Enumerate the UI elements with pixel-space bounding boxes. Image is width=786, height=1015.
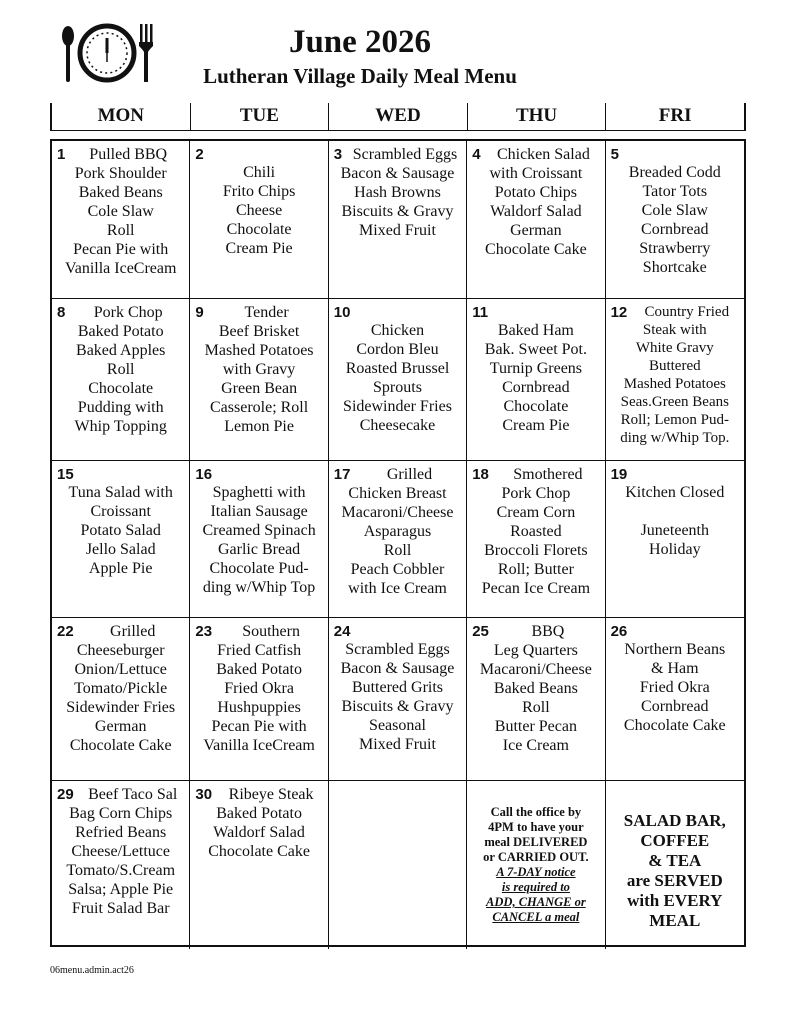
menu-line: Pecan Pie with	[73, 241, 169, 258]
menu-line: Holiday	[649, 541, 701, 558]
menu-line: Mixed Fruit	[359, 736, 436, 753]
menu-items	[333, 465, 462, 598]
day-cell-4	[467, 141, 605, 299]
menu-line: Juneteenth	[640, 522, 709, 539]
menu-line: Chocolate Pud-	[209, 560, 309, 577]
day-number: 2	[195, 146, 204, 163]
menu-line: Southern	[242, 623, 300, 640]
menu-line: Shortcake	[642, 259, 707, 276]
menu-line: Scrambled Eggs	[345, 641, 450, 658]
menu-line: Cheese	[235, 202, 283, 219]
menu-line: Call the office by	[490, 805, 582, 819]
menu-line: & Ham	[651, 660, 699, 677]
day-cell-1	[52, 141, 190, 299]
menu-line: Strawberry	[639, 240, 711, 257]
day-number: 8	[57, 304, 66, 321]
menu-line: Potato Chips	[494, 184, 577, 201]
menu-items	[194, 622, 323, 755]
menu-line: Sidewinder Fries	[343, 398, 452, 415]
menu-line: Broccoli Florets	[484, 542, 588, 559]
salad-bar-note	[610, 785, 740, 931]
menu-line: Macaroni/Cheese	[479, 661, 592, 678]
menu-line: Beef Brisket	[218, 323, 300, 340]
menu-line: with EVERY	[627, 891, 723, 910]
menu-line: Kitchen Closed	[625, 484, 725, 501]
day-cell-25	[467, 618, 605, 781]
menu-line: Cheese/Lettuce	[71, 843, 170, 860]
menu-items	[471, 465, 600, 598]
menu-line: Buttered Grits	[351, 679, 444, 696]
menu-line: Cornbread	[502, 379, 570, 396]
menu-line: Baked Apples	[76, 342, 166, 359]
menu-line: Cream Pie	[502, 417, 570, 434]
day-number: 24	[333, 623, 351, 640]
menu-line: Turnip Greens	[489, 360, 583, 377]
menu-line: Asparagus	[363, 523, 432, 540]
day-number: 10	[333, 304, 351, 321]
notice-line: ADD, CHANGE or	[486, 895, 586, 909]
menu-line: Tomato/Pickle	[74, 680, 168, 697]
menu-line: Bacon & Sausage	[340, 660, 455, 677]
notice-line: is required to	[501, 880, 570, 894]
menu-line: Chicken	[370, 322, 425, 339]
menu-items	[610, 622, 740, 735]
menu-line: Onion/Lettuce	[74, 661, 167, 678]
menu-line: German	[510, 222, 562, 239]
day-cell-26	[606, 618, 744, 781]
menu-line	[610, 502, 740, 521]
menu-line: Biscuits & Gravy	[341, 203, 454, 220]
menu-items	[471, 145, 600, 259]
menu-line: Chili	[243, 164, 276, 181]
day-number: 23	[195, 623, 213, 640]
menu-line: Creamed Spinach	[202, 522, 316, 539]
menu-line: Spaghetti with	[212, 484, 306, 501]
day-number: 12	[610, 304, 628, 321]
menu-line: & TEA	[648, 851, 702, 870]
menu-line: Seasonal	[369, 717, 426, 734]
page-title: June 2026	[288, 24, 432, 60]
menu-line: Pudding with	[77, 399, 164, 416]
menu-line: Pork Chop	[93, 304, 163, 321]
menu-line: SALAD BAR,	[623, 811, 726, 830]
menu-line: Seas.Green Beans	[620, 394, 729, 410]
utensils-clock-logo-icon	[58, 20, 162, 86]
menu-items	[610, 465, 740, 559]
day-number: 25	[472, 623, 489, 640]
weekday-wed: WED	[329, 103, 468, 130]
menu-line: Chicken Breast	[348, 485, 447, 502]
day-cell-9	[190, 299, 328, 461]
day-number: 19	[610, 466, 628, 483]
menu-line: Croissant	[90, 503, 151, 520]
menu-line: Fruit Salad Bar	[71, 900, 170, 917]
menu-line: Roll; Butter	[497, 561, 574, 578]
menu-line: Garlic Bread	[218, 541, 301, 558]
menu-line: Northern Beans	[624, 641, 726, 658]
menu-line: Sprouts	[373, 379, 422, 396]
menu-line: Tuna Salad with	[68, 484, 173, 501]
menu-line: Bacon & Sausage	[340, 165, 455, 182]
day-cell-10	[329, 299, 467, 461]
menu-line: Waldorf Salad	[213, 824, 305, 841]
menu-line: Roll	[522, 699, 550, 716]
info-cell	[606, 781, 744, 949]
menu-line: Country Fried	[644, 304, 730, 320]
menu-line: Leg Quarters	[493, 642, 578, 659]
menu-line: BBQ	[531, 623, 565, 640]
menu-line: Roasted Brussel	[345, 360, 450, 377]
menu-items	[194, 303, 323, 436]
delivery-note	[471, 785, 600, 925]
menu-line: Mashed Potatoes	[623, 376, 726, 392]
menu-line: Apple Pie	[88, 560, 153, 577]
menu-line: Baked Potato	[216, 661, 302, 678]
menu-line: or CARRIED OUT.	[483, 850, 589, 864]
menu-line: Fried Catfish	[217, 642, 302, 659]
menu-line: Waldorf Salad	[490, 203, 582, 220]
menu-line: Cordon Bleu	[356, 341, 439, 358]
menu-line: Whip Topping	[74, 418, 167, 435]
day-number: 5	[610, 146, 619, 163]
menu-items	[471, 303, 600, 435]
menu-items	[56, 785, 185, 918]
menu-line: Cole Slaw	[641, 202, 708, 219]
menu-line: Chocolate Cake	[208, 843, 310, 860]
menu-line: Biscuits & Gravy	[341, 698, 454, 715]
menu-line: Vanilla IceCream	[203, 737, 315, 754]
menu-line: White Gravy	[635, 340, 714, 356]
menu-line: Baked Potato	[77, 323, 164, 340]
menu-line: Hash Browns	[354, 184, 441, 201]
menu-line: Tator Tots	[642, 183, 708, 200]
day-number: 22	[57, 623, 74, 640]
menu-line: Cole Slaw	[87, 203, 154, 220]
menu-line: Fried Okra	[224, 680, 294, 697]
menu-line: Salsa; Apple Pie	[68, 881, 174, 898]
day-number: 16	[195, 466, 213, 483]
menu-line: with Gravy	[222, 361, 296, 378]
day-number: 11	[472, 304, 489, 321]
day-cell-8	[52, 299, 190, 461]
menu-line: Cornbread	[641, 221, 709, 238]
menu-line: Chocolate	[503, 398, 569, 415]
menu-line: Grilled	[386, 466, 433, 483]
menu-line: meal DELIVERED	[484, 835, 588, 849]
weekday-thu: THU	[468, 103, 607, 130]
day-number: 15	[57, 466, 74, 483]
menu-line: Ice Cream	[502, 737, 569, 754]
menu-line: Chocolate Cake	[623, 717, 726, 734]
day-cell-18	[467, 461, 605, 618]
menu-line: Refried Beans	[75, 824, 167, 841]
weekday-fri: FRI	[658, 105, 692, 126]
menu-line: Beef Taco Sal	[88, 786, 178, 803]
day-cell-12	[606, 299, 744, 461]
menu-line: Chicken Salad	[496, 146, 590, 163]
menu-line: Italian Sausage	[210, 503, 308, 520]
menu-items	[194, 465, 323, 597]
day-number: 9	[195, 304, 204, 321]
menu-line: Peach Cobbler	[350, 561, 445, 578]
day-cell-2	[190, 141, 328, 299]
day-cell-23	[190, 618, 328, 781]
menu-line: MEAL	[649, 911, 701, 930]
weekday-tue: TUE	[191, 103, 330, 130]
day-cell-16	[190, 461, 328, 618]
menu-line: Vanilla IceCream	[64, 260, 177, 277]
menu-line: Cheesecake	[359, 417, 436, 434]
menu-line: Steak with	[642, 322, 707, 338]
page-subtitle: Lutheran Village Daily Meal Menu	[203, 64, 517, 88]
menu-line: Bak. Sweet Pot.	[484, 341, 587, 358]
menu-line: 4PM to have your	[488, 820, 584, 834]
footer-code: 06menu.admin.act26	[50, 965, 134, 976]
menu-line: Breaded Codd	[628, 164, 721, 181]
menu-items	[56, 465, 185, 578]
weekday-mon: MON	[52, 103, 191, 130]
menu-line: Butter Pecan	[494, 718, 577, 735]
menu-line: Chocolate	[88, 380, 154, 397]
day-number: 29	[57, 786, 74, 803]
day-number: 3	[333, 146, 343, 163]
menu-line: Roll	[383, 542, 412, 559]
menu-line: Scrambled Eggs	[352, 146, 458, 163]
menu-line: Chocolate	[226, 221, 292, 238]
menu-line: Green Bean	[221, 380, 298, 397]
day-cell-22	[52, 618, 190, 781]
menu-line: Cornbread	[641, 698, 709, 715]
menu-line: Potato Salad	[80, 522, 161, 539]
day-number: 4	[472, 146, 481, 163]
menu-line: Lemon Pie	[224, 418, 294, 435]
menu-line: Roasted	[510, 523, 562, 540]
menu-line: are SERVED	[626, 871, 723, 890]
menu-line: Ribeye Steak	[228, 786, 314, 803]
day-number: 26	[610, 623, 628, 640]
menu-line: Roll; Lemon Pud-	[620, 412, 729, 428]
menu-line: Pork Shoulder	[74, 165, 167, 182]
menu-line: German	[94, 718, 147, 735]
day-number: 30	[195, 786, 213, 803]
menu-items	[56, 622, 185, 755]
menu-line: Macaroni/Cheese	[341, 504, 454, 521]
menu-line: Buttered	[648, 358, 701, 374]
menu-line: with Croissant	[489, 165, 583, 182]
weekday-header	[50, 103, 746, 131]
menu-line: Bag Corn Chips	[69, 805, 173, 822]
menu-line: Baked Beans	[493, 680, 578, 697]
menu-line: Casserole; Roll	[209, 399, 309, 416]
menu-items	[610, 303, 740, 447]
menu-line: Roll	[106, 222, 135, 239]
day-cell-24	[329, 618, 467, 781]
menu-items	[610, 145, 740, 277]
day-cell-19	[606, 461, 744, 618]
notice-line: CANCEL a meal	[492, 910, 580, 924]
menu-line: Pork Chop	[501, 485, 571, 502]
day-number: 18	[472, 466, 489, 483]
menu-items	[56, 303, 185, 436]
day-number: 1	[57, 146, 66, 163]
menu-items	[471, 622, 600, 755]
info-cell	[329, 781, 467, 949]
menu-line: Frito Chips	[222, 183, 296, 200]
menu-line: Pulled BBQ	[89, 146, 168, 163]
day-cell-3	[329, 141, 467, 299]
menu-line: Hushpuppies	[217, 699, 301, 716]
menu-line: Smothered	[513, 466, 583, 483]
menu-line: Roll	[106, 361, 135, 378]
menu-items	[194, 145, 323, 258]
menu-items	[333, 145, 462, 240]
day-cell-17	[329, 461, 467, 618]
day-number: 17	[333, 466, 351, 483]
menu-line: ding w/Whip Top	[202, 579, 316, 596]
notice-line: A 7-DAY notice	[496, 865, 576, 879]
menu-line: Mixed Fruit	[359, 222, 436, 239]
menu-items	[333, 622, 462, 754]
menu-line: Baked Potato	[216, 805, 302, 822]
menu-line: Sidewinder Fries	[66, 699, 176, 716]
day-cell-30	[190, 781, 328, 949]
menu-line: Baked Ham	[497, 322, 574, 339]
menu-line: Cheeseburger	[76, 642, 165, 659]
menu-line: Tender	[244, 304, 289, 321]
menu-line: Jello Salad	[85, 541, 156, 558]
menu-line: Pecan Ice Cream	[481, 580, 591, 597]
menu-line: ding w/Whip Top.	[620, 430, 730, 446]
menu-line: Cream Corn	[496, 504, 576, 521]
day-cell-5	[606, 141, 744, 299]
menu-line: Cream Pie	[225, 240, 293, 257]
menu-items	[56, 145, 185, 278]
day-cell-29	[52, 781, 190, 949]
menu-line: Fried Okra	[639, 679, 710, 696]
menu-calendar-grid	[50, 139, 746, 947]
day-cell-11	[467, 299, 605, 461]
menu-line: Chocolate Cake	[485, 241, 587, 258]
info-cell	[467, 781, 605, 949]
menu-line: Chocolate Cake	[69, 737, 172, 754]
menu-items	[333, 785, 462, 803]
menu-line: Pecan Pie with	[211, 718, 307, 735]
menu-line: Baked Beans	[78, 184, 163, 201]
day-cell-15	[52, 461, 190, 618]
menu-line: Tomato/S.Cream	[66, 862, 176, 879]
menu-items	[194, 785, 323, 861]
menu-line: with Ice Cream	[348, 580, 447, 597]
menu-line: Mashed Potatoes	[204, 342, 314, 359]
menu-items	[333, 303, 462, 435]
menu-line: COFFEE	[640, 831, 710, 850]
menu-line: Grilled	[110, 623, 156, 640]
